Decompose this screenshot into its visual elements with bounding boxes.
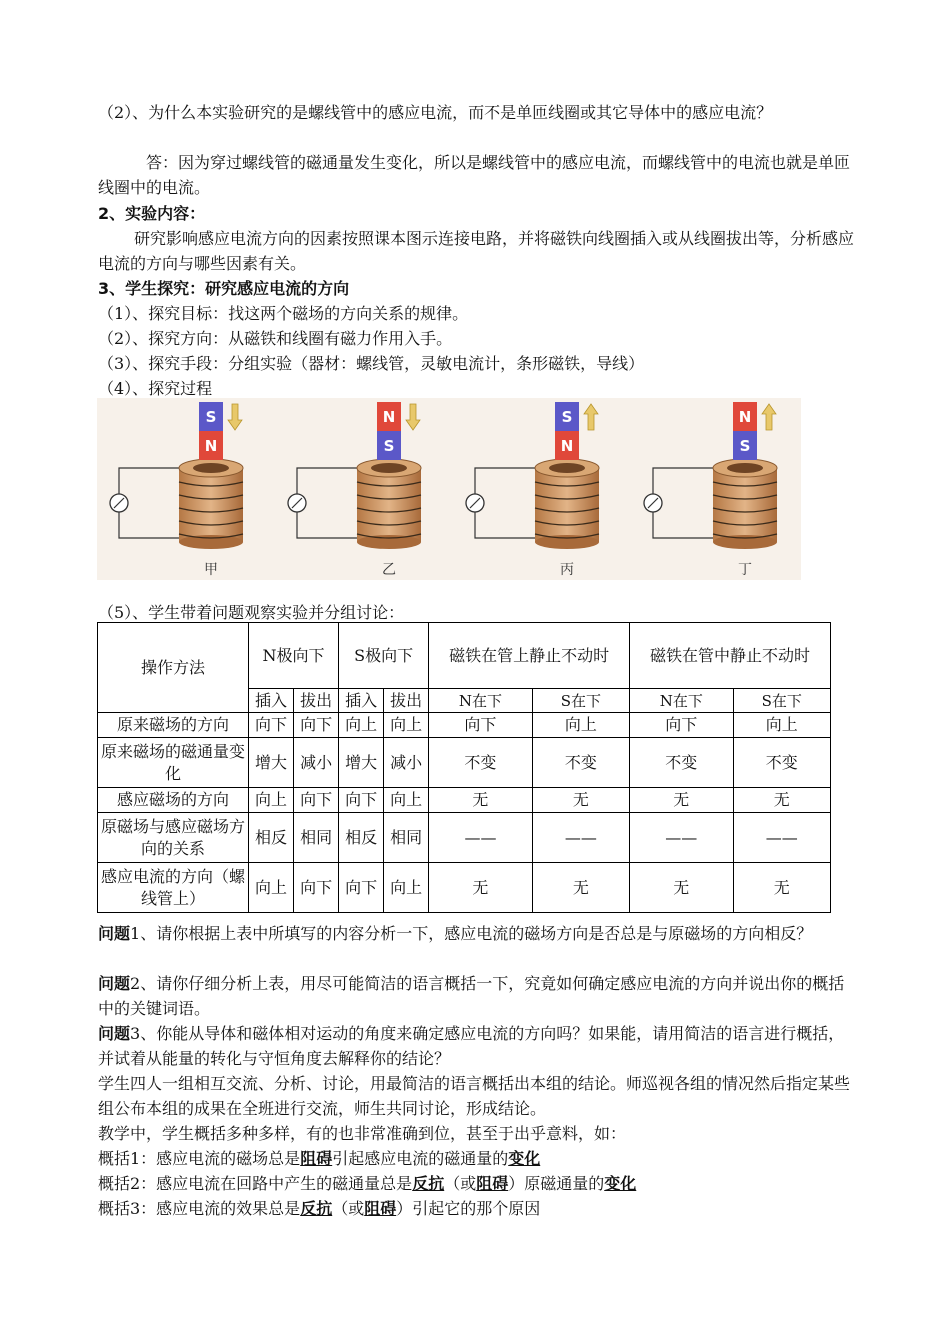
keyword: 阻碍: [364, 1199, 397, 1218]
experiment-figure: [97, 398, 801, 580]
table-row: [98, 738, 831, 788]
magnet-pole-label: N: [560, 437, 574, 455]
table-cell: 无: [733, 788, 830, 813]
step-4-line: （4）、探究过程: [98, 379, 213, 398]
table-cell: 不变: [429, 738, 533, 788]
coil-hole: [727, 463, 763, 473]
table-cell: 向下: [339, 788, 384, 813]
table-cell: 向下: [294, 788, 339, 813]
table-cell: ——: [630, 813, 734, 863]
table-cell: 向下: [249, 713, 294, 738]
row-label: 原磁场与感应磁场方向的关系: [98, 813, 249, 863]
summary-2: [98, 1171, 858, 1196]
question-2b-paragraph: [98, 971, 858, 1021]
table-cell: 无: [429, 788, 533, 813]
summary-text: ）引起它的那个原因: [396, 1199, 541, 1218]
coil-body: [179, 468, 243, 542]
header-operation: 操作方法: [98, 623, 249, 713]
question-3-paragraph: [98, 1021, 858, 1071]
table-cell: 不变: [733, 738, 830, 788]
coil-body: [357, 468, 421, 542]
summary-text: 概括1：感应电流的磁场总是: [98, 1149, 301, 1168]
question-2-paragraph: （2）、为什么本实验研究的是螺线管中的感应电流，而不是单匝线圈或其它导体中的感应电流？: [98, 103, 773, 122]
keyword: 变化: [604, 1174, 637, 1193]
table-row: [98, 863, 831, 913]
panel-label: 丙: [560, 562, 574, 578]
table-cell: 减小: [294, 738, 339, 788]
summary-text: 概括3：感应电流的效果总是: [98, 1199, 301, 1218]
table-row: [98, 788, 831, 813]
subheader-cell: S在下: [532, 689, 629, 713]
summary-text: （或: [332, 1199, 365, 1218]
table-cell: 向上: [249, 788, 294, 813]
magnet-pole-label: S: [739, 437, 751, 455]
magnet-pole-label: S: [383, 437, 395, 455]
table-cell: 无: [630, 788, 734, 813]
table-cell: ——: [733, 813, 830, 863]
keyword: 变化: [508, 1149, 541, 1168]
table-cell: 向上: [733, 713, 830, 738]
table-cell: 向上: [249, 863, 294, 913]
row-label: 原来磁场的磁通量变化: [98, 738, 249, 788]
coil-hole: [549, 463, 585, 473]
table-cell: 向上: [339, 713, 384, 738]
table-cell: 无: [532, 863, 629, 913]
teaching-note: 教学中，学生概括多种多样，有的也非常准确到位，甚至于出乎意料，如：: [98, 1124, 627, 1143]
table-cell: 向上: [384, 788, 429, 813]
section-2-heading: 2、实验内容：: [98, 204, 206, 223]
table-cell: 减小: [384, 738, 429, 788]
table-cell: 向下: [294, 863, 339, 913]
coil-hole: [371, 463, 407, 473]
summary-text: ）原磁通量的: [508, 1174, 605, 1193]
question-text: 3、你能从导体和磁体相对运动的角度来确定感应电流的方向吗？如果能，请用简洁的语言进行概括，并试着从能量的转化与守恒角度去解释你的结论？: [98, 1024, 845, 1068]
coil-bottom: [357, 535, 421, 549]
coil-hole: [193, 463, 229, 473]
summary-text: 引起感应电流的磁通量的: [332, 1149, 509, 1168]
magnet-pole-label: S: [205, 408, 217, 426]
header-n-down: N极向下: [249, 623, 339, 689]
subheader-cell: N在下: [630, 689, 734, 713]
discussion-paragraph: 学生四人一组相互交流、分析、讨论，用最简洁的语言概括出本组的结论。师巡视各组的情况然后指定某些组公布本组的成果在全班进行交流，师生共同讨论，形成结论。: [98, 1074, 851, 1118]
coil-bottom: [535, 535, 599, 549]
coil-bottom: [179, 535, 243, 549]
magnet-pole-label: N: [204, 437, 218, 455]
question-tag: 问题: [98, 1024, 131, 1043]
summary-1: [98, 1146, 858, 1171]
subheader-cell: 拔出: [294, 689, 339, 713]
summary-3: [98, 1196, 858, 1221]
table-cell: 向上: [384, 713, 429, 738]
table-cell: 增大: [339, 738, 384, 788]
magnet-pole-label: N: [382, 408, 396, 426]
subheader-cell: 插入: [339, 689, 384, 713]
table-cell: 向下: [429, 713, 533, 738]
coil-bottom: [713, 535, 777, 549]
table-cell: 向上: [384, 863, 429, 913]
row-label: 原来磁场的方向: [98, 713, 249, 738]
subheader-cell: S在下: [733, 689, 830, 713]
header-static-on-top: 磁铁在管上静止不动时: [429, 623, 630, 689]
coil-body: [535, 468, 599, 542]
subheader-cell: N在下: [429, 689, 533, 713]
answer-2-paragraph: 答：因为穿过螺线管的磁通量发生变化，所以是螺线管中的感应电流，而螺线管中的电流也就是单匝线圈中的电流。: [98, 153, 851, 197]
table-cell: 向下: [630, 713, 734, 738]
magnet-pole-label: S: [561, 408, 573, 426]
subheader-cell: 插入: [249, 689, 294, 713]
panel-label: 乙: [382, 562, 396, 578]
table-cell: 不变: [630, 738, 734, 788]
section-3-heading: 3、学生探究：研究感应电流的方向: [98, 279, 350, 298]
question-text: 1、请你根据上表中所填写的内容分析一下，感应电流的磁场方向是否总是与原磁场的方向相反？: [130, 924, 813, 943]
table-row: [98, 813, 831, 863]
table-cell: 不变: [532, 738, 629, 788]
table-row: [98, 713, 831, 738]
table-cell: 增大: [249, 738, 294, 788]
coil-body: [713, 468, 777, 542]
step-5-line: （5）、学生带着问题观察实验并分组讨论：: [98, 603, 405, 622]
table-cell: 无: [733, 863, 830, 913]
table-cell: 向下: [339, 863, 384, 913]
table-cell: 相同: [294, 813, 339, 863]
keyword: 阻碍: [476, 1174, 509, 1193]
panel-label: 甲: [204, 562, 218, 578]
magnet-pole-label: N: [738, 408, 752, 426]
table-cell: 无: [429, 863, 533, 913]
experiment-content-paragraph: 研究影响感应电流方向的因素按照课本图示连接电路，并将磁铁向线圈插入或从线圈拔出等，分析感应电流的方向与哪些因素有关。: [98, 229, 855, 273]
step-3-line: （3）、探究手段：分组实验（器材：螺线管，灵敏电流计，条形磁铁，导线）: [98, 354, 645, 373]
summary-text: （或: [444, 1174, 477, 1193]
panel-label: 丁: [738, 562, 752, 578]
table-cell: 相反: [339, 813, 384, 863]
header-static-inside: 磁铁在管中静止不动时: [630, 623, 831, 689]
question-text: 2、请你仔细分析上表，用尽可能简洁的语言概括一下，究竟如何确定感应电流的方向并说出你的概括中的关键词语。: [98, 974, 845, 1018]
keyword: 反抗: [412, 1174, 445, 1193]
subheader-cell: 拔出: [384, 689, 429, 713]
table-cell: 向下: [294, 713, 339, 738]
table-cell: 相同: [384, 813, 429, 863]
table-cell: ——: [532, 813, 629, 863]
question-tag: 问题: [98, 974, 131, 993]
step-1-line: （1）、探究目标：找这两个磁场的方向关系的规律。: [98, 304, 469, 323]
row-label: 感应电流的方向（螺线管上）: [98, 863, 249, 913]
step-2-line: （2）、探究方向：从磁铁和线圈有磁力作用入手。: [98, 329, 453, 348]
table-cell: 无: [532, 788, 629, 813]
question-tag: 问题: [98, 924, 131, 943]
experiment-table: [97, 622, 831, 913]
keyword: 反抗: [300, 1199, 333, 1218]
header-s-down: S极向下: [339, 623, 429, 689]
summary-text: 概括2：感应电流在回路中产生的磁通量总是: [98, 1174, 413, 1193]
keyword: 阻碍: [300, 1149, 333, 1168]
table-cell: 相反: [249, 813, 294, 863]
table-cell: 向上: [532, 713, 629, 738]
table-cell: ——: [429, 813, 533, 863]
row-label: 感应磁场的方向: [98, 788, 249, 813]
question-1-paragraph: [98, 921, 858, 946]
table-cell: 无: [630, 863, 734, 913]
